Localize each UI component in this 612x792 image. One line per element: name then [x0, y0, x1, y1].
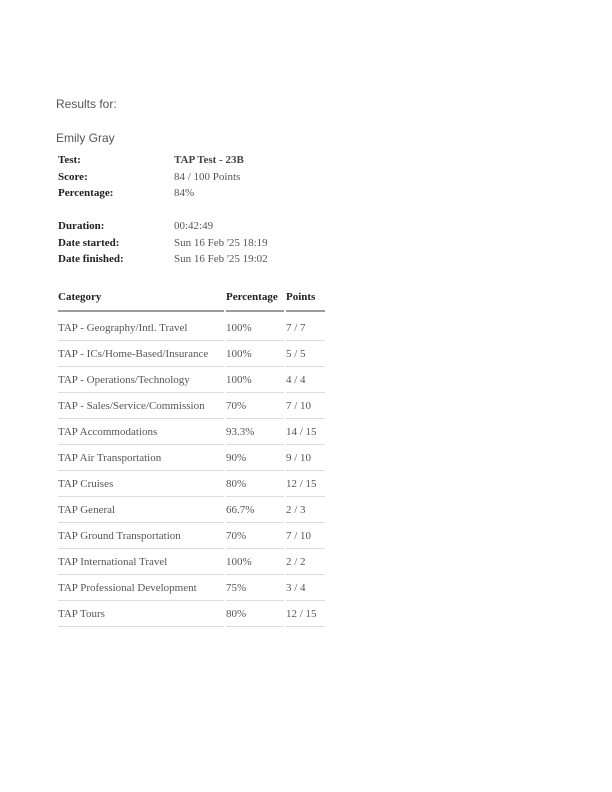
points-cell: 7 / 10 — [286, 393, 325, 419]
points-cell: 5 / 5 — [286, 341, 325, 367]
category-cell: TAP Accommodations — [58, 419, 224, 445]
percentage-cell: 100% — [226, 341, 284, 367]
table-row — [58, 367, 325, 393]
percentage-cell: 66.7% — [226, 497, 284, 523]
table-row — [58, 445, 325, 471]
category-cell: TAP - Sales/Service/Commission — [58, 393, 224, 419]
points-cell: 12 / 15 — [286, 471, 325, 497]
points-cell: 14 / 15 — [286, 419, 325, 445]
percentage-label: Percentage: — [58, 187, 114, 199]
percentage-value: 84% — [174, 187, 195, 199]
column-header-points: Points — [286, 284, 325, 312]
category-cell: TAP - ICs/Home-Based/Insurance — [58, 341, 224, 367]
category-cell: TAP - Geography/Intl. Travel — [58, 312, 224, 341]
date-started-value: Sun 16 Feb '25 18:19 — [174, 236, 268, 249]
category-cell: TAP General — [58, 497, 224, 523]
table-row — [58, 312, 325, 341]
table-row — [58, 419, 325, 445]
table-row — [58, 393, 325, 419]
category-results-table — [56, 284, 327, 627]
percentage-cell: 80% — [226, 471, 284, 497]
student-name: Emily Gray — [56, 131, 115, 145]
table-row — [58, 341, 325, 367]
percentage-cell: 70% — [226, 393, 284, 419]
percentage-cell: 100% — [226, 549, 284, 575]
points-cell: 4 / 4 — [286, 367, 325, 393]
points-cell: 7 / 7 — [286, 312, 325, 341]
table-row — [58, 575, 325, 601]
points-cell: 2 / 2 — [286, 549, 325, 575]
date-finished-value: Sun 16 Feb '25 19:02 — [174, 253, 268, 265]
percentage-cell: 75% — [226, 575, 284, 601]
table-row — [58, 549, 325, 575]
percentage-cell: 100% — [226, 367, 284, 393]
percentage-cell: 90% — [226, 445, 284, 471]
percentage-cell: 100% — [226, 312, 284, 341]
results-for-heading: Results for: — [56, 97, 117, 111]
score-value: 84 / 100 Points — [174, 170, 241, 183]
percentage-cell: 93.3% — [226, 419, 284, 445]
category-cell: TAP Tours — [58, 601, 224, 627]
table-row — [58, 601, 325, 627]
duration-label: Duration: — [58, 220, 105, 232]
points-cell: 3 / 4 — [286, 575, 325, 601]
column-header-category: Category — [58, 284, 224, 312]
table-row — [58, 471, 325, 497]
points-cell: 12 / 15 — [286, 601, 325, 627]
points-cell: 7 / 10 — [286, 523, 325, 549]
points-cell: 9 / 10 — [286, 445, 325, 471]
category-cell: TAP - Operations/Technology — [58, 367, 224, 393]
category-cell: TAP Ground Transportation — [58, 523, 224, 549]
table-row — [58, 497, 325, 523]
category-cell: TAP Professional Development — [58, 575, 224, 601]
category-cell: TAP Cruises — [58, 471, 224, 497]
category-cell: TAP Air Transportation — [58, 445, 224, 471]
duration-value: 00:42:49 — [174, 220, 214, 232]
test-label: Test: — [58, 154, 81, 166]
points-cell: 2 / 3 — [286, 497, 325, 523]
date-started-label: Date started: — [58, 236, 120, 249]
percentage-cell: 70% — [226, 523, 284, 549]
score-label: Score: — [58, 170, 88, 183]
category-cell: TAP International Travel — [58, 549, 224, 575]
table-header-row — [58, 284, 325, 312]
table-row — [58, 523, 325, 549]
percentage-cell: 80% — [226, 601, 284, 627]
column-header-percentage: Percentage — [226, 284, 284, 312]
test-value: TAP Test - 23B — [174, 154, 244, 166]
date-finished-label: Date finished: — [58, 253, 124, 265]
